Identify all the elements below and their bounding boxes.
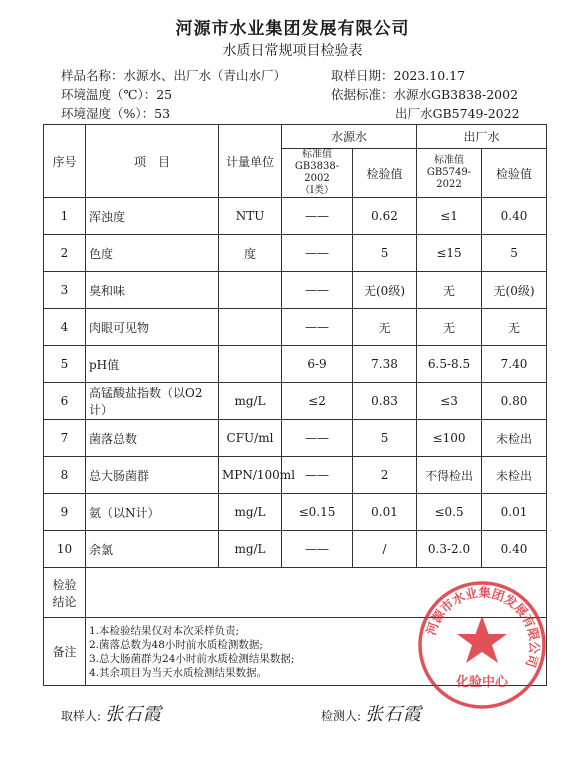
source-std-label: 标准值 <box>302 149 332 160</box>
cell-s-std: —— <box>282 272 353 309</box>
conclusion-label: 检验结论 <box>44 568 86 618</box>
note-line: 2.菌落总数为48小时前水质检测数据; <box>89 638 263 651</box>
cell-no: 5 <box>44 346 86 383</box>
header-unit: 计量单位 <box>219 125 282 198</box>
header-source-std <box>282 149 353 198</box>
cell-o-val: 0.80 <box>482 383 547 420</box>
cell-unit: mg/L <box>219 494 282 531</box>
table-row <box>44 272 547 309</box>
cell-o-val: 0.01 <box>482 494 547 531</box>
cell-o-val: 7.40 <box>482 346 547 383</box>
tester-label: 检测人: <box>321 709 362 723</box>
sample-name: 样品名称：水源水、出厂水（青山水厂） <box>61 68 287 83</box>
cell-o-std: ≤100 <box>417 420 482 457</box>
cell-s-std: —— <box>282 309 353 346</box>
cell-o-val: 未检出 <box>482 457 547 494</box>
cell-o-val: 0.40 <box>482 198 547 235</box>
cell-s-std: ≤0.15 <box>282 494 353 531</box>
header-row-1 <box>44 125 547 149</box>
cell-o-std: ≤3 <box>417 383 482 420</box>
cell-item: 菌落总数 <box>86 420 219 457</box>
header-source-val: 检验值 <box>353 149 417 198</box>
output-std-ref: GB5749-2022 <box>426 167 472 190</box>
seal-ring-text: 河源市水业集团发展有限公司 <box>423 584 543 670</box>
cell-unit: CFU/ml <box>219 420 282 457</box>
header-output-val: 检验值 <box>482 149 547 198</box>
cell-no: 9 <box>44 494 86 531</box>
cell-o-val: 无 <box>482 309 547 346</box>
cell-s-std: —— <box>282 420 353 457</box>
output-std-label: 标准值 <box>434 155 465 166</box>
table-row <box>44 235 547 272</box>
cell-s-std: ≤2 <box>282 383 353 420</box>
cell-s-val: 0.01 <box>353 494 417 531</box>
cell-item: 总大肠菌群 <box>86 457 219 494</box>
cell-o-std: 0.3-2.0 <box>417 531 482 568</box>
cell-s-val: 无 <box>353 309 417 346</box>
header-item: 项 目 <box>86 125 219 198</box>
humidity: 环境湿度（%）：53 <box>61 106 171 121</box>
cell-item: 氨（以N计） <box>86 494 219 531</box>
table-row <box>44 457 547 494</box>
cell-unit <box>219 346 282 383</box>
cell-s-std: —— <box>282 457 353 494</box>
official-seal-icon <box>415 578 549 712</box>
cell-s-std: —— <box>282 531 353 568</box>
cell-no: 8 <box>44 457 86 494</box>
table-row <box>44 420 547 457</box>
cell-item: pH值 <box>86 346 219 383</box>
header-output-group: 出厂水 <box>417 125 547 149</box>
cell-no: 4 <box>44 309 86 346</box>
sampler-label: 取样人: <box>61 709 102 723</box>
cell-unit: mg/L <box>219 383 282 420</box>
cell-unit <box>219 272 282 309</box>
cell-s-val: 5 <box>353 420 417 457</box>
cell-o-val: 5 <box>482 235 547 272</box>
cell-unit: 度 <box>219 235 282 272</box>
cell-o-std: ≤0.5 <box>417 494 482 531</box>
note-line: 4.其余项目为当天水质检测结果数据。 <box>89 666 268 679</box>
cell-s-val: 0.62 <box>353 198 417 235</box>
source-std-ref: GB3838-2002 <box>294 161 340 184</box>
cell-s-std: —— <box>282 235 353 272</box>
cell-s-val: 2 <box>353 457 417 494</box>
cell-no: 10 <box>44 531 86 568</box>
tester-block <box>321 700 422 726</box>
cell-o-std: 不得检出 <box>417 457 482 494</box>
header-output-std <box>417 149 482 198</box>
sampler-block <box>61 700 162 726</box>
note-line: 1.本检验结果仅对本次采样负责; <box>89 624 240 637</box>
source-std-class: （Ⅰ类） <box>300 185 334 196</box>
cell-s-std: —— <box>282 198 353 235</box>
sample-date: 取样日期：2023.10.17 <box>331 68 466 83</box>
table-row <box>44 309 547 346</box>
cell-s-val: 5 <box>353 235 417 272</box>
cell-item: 浑浊度 <box>86 198 219 235</box>
cell-item: 余氯 <box>86 531 219 568</box>
cell-item: 高锰酸盐指数（以O2计） <box>86 383 219 420</box>
cell-unit <box>219 309 282 346</box>
report-title: 水质日常规项目检验表 <box>222 43 363 59</box>
header-no: 序号 <box>44 125 86 198</box>
cell-no: 1 <box>44 198 86 235</box>
cell-o-std: ≤1 <box>417 198 482 235</box>
header-source-group: 水源水 <box>282 125 417 149</box>
cell-o-val: 未检出 <box>482 420 547 457</box>
note-line: 3.总大肠菌群为24小时前水质检测结果数据; <box>89 652 295 665</box>
cell-item: 色度 <box>86 235 219 272</box>
cell-s-std: 6-9 <box>282 346 353 383</box>
cell-item: 臭和味 <box>86 272 219 309</box>
seal-center-text: 化验中心 <box>455 675 509 690</box>
cell-s-val: / <box>353 531 417 568</box>
table-row <box>44 494 547 531</box>
cell-unit: NTU <box>219 198 282 235</box>
notes-label: 备注 <box>44 618 86 686</box>
sampler-signature: 张石霞 <box>104 704 162 725</box>
cell-s-val: 0.83 <box>353 383 417 420</box>
cell-o-std: 6.5-8.5 <box>417 346 482 383</box>
cell-s-val: 7.38 <box>353 346 417 383</box>
cell-unit: mg/L <box>219 531 282 568</box>
temperature: 环境温度（℃）：25 <box>61 87 173 102</box>
company-title: 河源市水业集团发展有限公司 <box>175 19 410 39</box>
cell-o-std: 无 <box>417 272 482 309</box>
cell-no: 6 <box>44 383 86 420</box>
cell-o-std: ≤15 <box>417 235 482 272</box>
cell-o-std: 无 <box>417 309 482 346</box>
cell-o-val: 无(0级) <box>482 272 547 309</box>
cell-item: 肉眼可见物 <box>86 309 219 346</box>
cell-no: 3 <box>44 272 86 309</box>
standard: 依据标准：水源水GB3838-2002 <box>331 87 519 102</box>
table-row <box>44 531 547 568</box>
cell-o-val: 0.40 <box>482 531 547 568</box>
table-row <box>44 383 547 420</box>
cell-no: 7 <box>44 420 86 457</box>
table-row <box>44 198 547 235</box>
cell-s-val: 无(0级) <box>353 272 417 309</box>
table-row <box>44 346 547 383</box>
tester-signature: 张石霞 <box>364 704 422 725</box>
cell-no: 2 <box>44 235 86 272</box>
standard-output: 出厂水GB5749-2022 <box>395 106 520 121</box>
cell-unit: MPN/100ml <box>219 457 282 494</box>
